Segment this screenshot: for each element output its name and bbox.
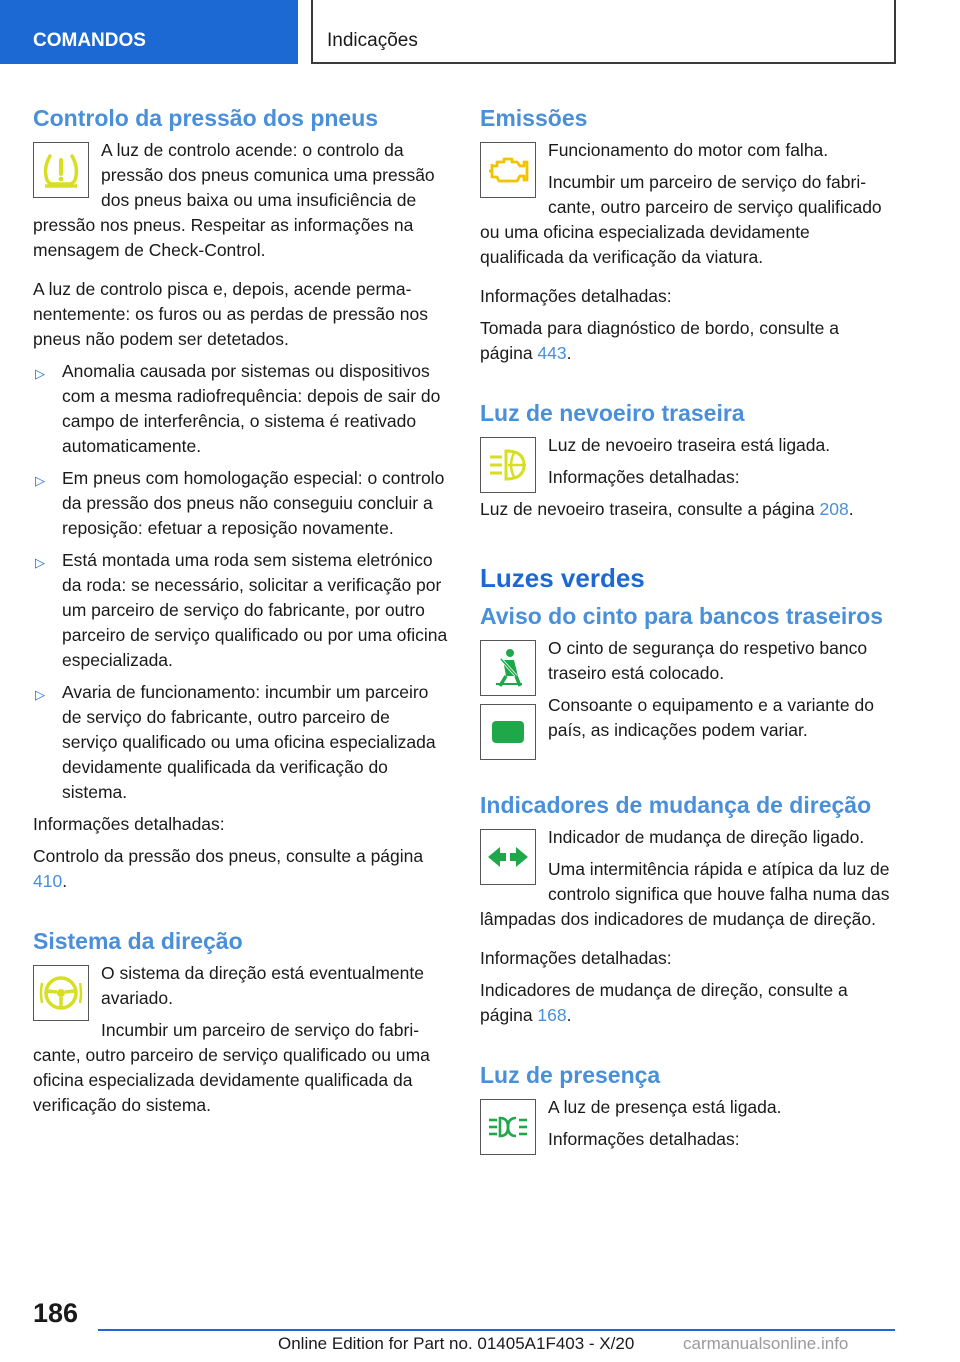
emissions-entry bbox=[480, 138, 896, 277]
bullet-triangle-icon: ▷ bbox=[35, 366, 45, 381]
turn-signal-text-1: Indicador de mudança de direção ligado. bbox=[548, 827, 865, 847]
heading-turn-signals: Indicadores de mudança de direção bbox=[480, 792, 872, 818]
turn-signal-text-2: Uma intermitência rápida e atípica da luz de controlo significa que houve falha numa das lâmpadas dos indicadores de mudança de direção. bbox=[480, 859, 890, 929]
list-item: ▷ Está montada uma roda sem sistema eletrónico da roda: se necessário, solicitar a verificação por um parceiro de serviço do fabricante, por outro parceiro de serviço qualificado ou por uma oficina especializada. bbox=[35, 550, 448, 670]
emissions-text-1: Funcionamento do motor com falha. bbox=[548, 140, 829, 160]
edition-note: Online Edition for Part no. 01405A1F403 - X/20 bbox=[278, 1334, 635, 1353]
engine-check-icon bbox=[480, 142, 536, 198]
bullet-triangle-icon: ▷ bbox=[35, 555, 45, 570]
rear-belt-text-1: O cinto de segurança do respetivo banco traseiro está colocado. bbox=[548, 638, 868, 683]
tire-pressure-text-1: A luz de controlo acende: o controlo da pressão dos pneus comunica uma pressão dos pneus baixa ou uma insuficiência de pressão nos pneus. Respeitar as informações na mensagem de Check-Control. bbox=[33, 140, 435, 260]
page-header bbox=[0, 0, 960, 66]
emissions-reference: Tomada para diagnóstico de bordo, consulte a página 443. bbox=[480, 318, 839, 363]
details-label: Informações detalhadas: bbox=[480, 948, 672, 968]
rear-fog-entry bbox=[480, 433, 896, 529]
details-label: Informações detalhadas: bbox=[548, 1129, 740, 1149]
turn-signal-reference: Indicadores de mudança de direção, consulte a página 168. bbox=[480, 980, 848, 1025]
details-label: Informações detalhadas: bbox=[33, 814, 225, 834]
page-number: 186 bbox=[33, 1298, 79, 1328]
steering-warning-icon bbox=[33, 965, 89, 1021]
bullet-triangle-icon: ▷ bbox=[35, 687, 45, 702]
page-link-168[interactable]: 168 bbox=[537, 1005, 567, 1025]
emissions-text-2: Incumbir um parceiro de serviço do fabricante, outro parceiro de serviço qualificado ou uma oficina especializada devidamente qualificada da verificação da viatura. bbox=[480, 172, 882, 267]
details-label: Informações detalhadas: bbox=[480, 286, 672, 306]
heading-steering: Sistema da direção bbox=[33, 928, 243, 954]
heading-parking-light: Luz de presença bbox=[480, 1062, 661, 1088]
heading-tire-pressure: Controlo da pressão dos pneus bbox=[33, 105, 379, 131]
rear-fog-text-1: Luz de nevoeiro traseira está ligada. bbox=[548, 435, 831, 455]
watermark: carmanualsonline.info bbox=[683, 1334, 849, 1353]
turn-signal-entry bbox=[480, 825, 896, 939]
parking-light-entry bbox=[480, 1095, 896, 1159]
heading-rear-fog: Luz de nevoeiro traseira bbox=[480, 400, 745, 426]
steering-text-1: O sistema da direção está eventualmente avariado. bbox=[101, 963, 424, 1008]
subsection-title: Indicações bbox=[311, 0, 896, 64]
left-column bbox=[33, 100, 449, 1132]
heading-green-lights: Luzes verdes bbox=[480, 563, 645, 593]
rear-belt-entry bbox=[480, 636, 896, 766]
right-column bbox=[480, 100, 896, 1166]
bullet-triangle-icon: ▷ bbox=[35, 473, 45, 488]
section-tab: COMANDOS bbox=[0, 0, 298, 64]
tire-pressure-entry bbox=[33, 138, 449, 270]
list-item: ▷ Avaria de funcionamento: incumbir um parceiro de serviço do fabricante, outro parceiro de serviço qualificado ou uma oficina especializada devidamente qualificada da verificação do sistema. bbox=[35, 682, 436, 802]
rear-belt-text-2: Consoante o equipamento e a variante do país, as indicações podem variar. bbox=[548, 695, 874, 740]
page-link-443[interactable]: 443 bbox=[537, 343, 567, 363]
footer-divider bbox=[98, 1329, 895, 1331]
tire-pressure-reference: Controlo da pressão dos pneus, consulte a página 410. bbox=[33, 846, 424, 891]
steering-entry bbox=[33, 961, 449, 1125]
parking-light-text-1: A luz de presença está ligada. bbox=[548, 1097, 782, 1117]
tire-pressure-warning-icon bbox=[33, 142, 89, 198]
details-label: Informações detalhadas: bbox=[548, 467, 740, 487]
steering-text-2: Incumbir um parceiro de serviço do fabricante, outro parceiro de serviço qualificado ou uma oficina especializada devidamente qualificada da verificação do sistema. bbox=[33, 1020, 430, 1115]
turn-signal-arrows-icon bbox=[480, 829, 536, 885]
parking-light-icon bbox=[480, 1099, 536, 1155]
heading-emissions: Emissões bbox=[480, 105, 588, 131]
list-item: ▷ Anomalia causada por sistemas ou dispositivos com a mesma radiofrequência: depois de sair do campo de interferência, o sistema é reativado automaticamente. bbox=[35, 361, 441, 456]
rear-fog-reference: Luz de nevoeiro traseira, consulte a página 208. bbox=[480, 499, 854, 519]
seatbelt-icon bbox=[480, 640, 536, 696]
rear-seat-indicator-icon bbox=[480, 704, 536, 760]
page-link-410[interactable]: 410 bbox=[33, 871, 63, 891]
tire-pressure-bullets bbox=[33, 359, 449, 805]
rear-fog-light-icon bbox=[480, 437, 536, 493]
tire-pressure-text-2: A luz de controlo pisca e, depois, acende permanentemente: os furos ou as perdas de pressão nos pneus não podem ser detetados. bbox=[33, 279, 428, 349]
list-item: ▷ Em pneus com homologação especial: o controlo da pressão dos pneus não conseguiu concluir a reposição: efetuar a reposição novamente. bbox=[35, 468, 445, 538]
heading-rear-belt: Aviso do cinto para bancos traseiros bbox=[480, 603, 884, 629]
page-link-208[interactable]: 208 bbox=[819, 499, 849, 519]
